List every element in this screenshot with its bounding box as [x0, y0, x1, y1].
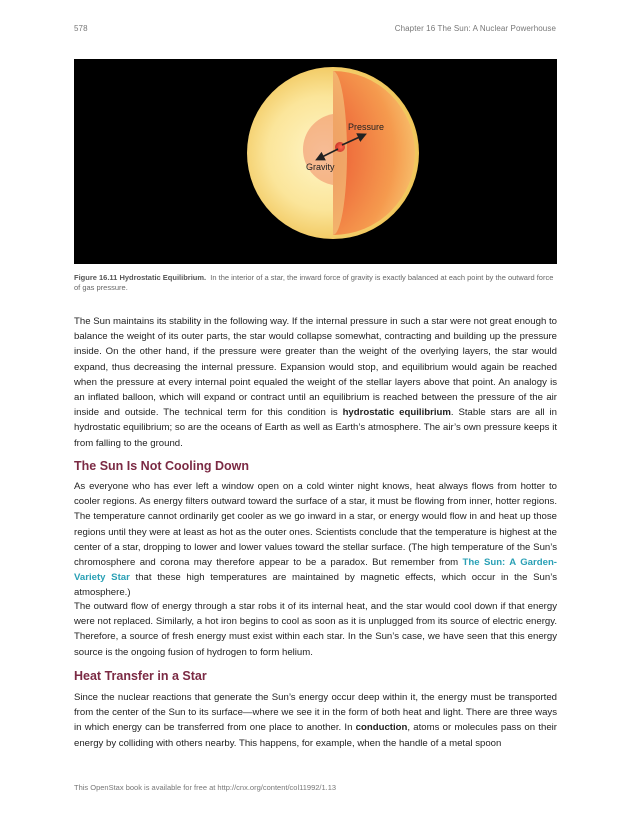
- section-heading-cooling: The Sun Is Not Cooling Down: [74, 459, 249, 473]
- paragraph-cooling: [74, 479, 557, 601]
- paragraph-text: , atoms or molecules pass on their energy by colliding with others nearby. This happens, for example, when the handle of a metal spoon: [74, 722, 557, 749]
- sun-cutaway-diagram: [74, 59, 557, 264]
- term-hydrostatic-equilibrium: hydrostatic equilibrium: [342, 407, 451, 419]
- link-garden-variety-star[interactable]: The Sun: A Garden-Variety Star: [74, 557, 557, 584]
- term-conduction: conduction: [355, 722, 408, 734]
- caption-label: Figure 16.11 Hydrostatic Equilibrium.: [74, 273, 207, 282]
- pressure-label: Pressure: [348, 122, 385, 132]
- caption-text: In the interior of a star, the inward force of gravity is exactly balanced at each point by the outward force of gas pressure.: [74, 273, 554, 292]
- page-number: 578: [74, 24, 88, 33]
- paragraph-heat-transfer: [74, 690, 557, 751]
- figure-hydrostatic-equilibrium: [74, 59, 557, 264]
- paragraph-text: . Stable stars are all in hydrostatic equilibrium; so are the oceans of Earth as well as Earth’s atmosphere. The air’s own pressure keeps it from falling to the ground.: [74, 407, 557, 449]
- figure-caption: [74, 273, 557, 292]
- paragraph-energy-source: The outward flow of energy through a star robs it of its internal heat, and the star would cool down if that energy were not replaced. Similarly, a hot iron begins to cool as soon as it is unplugged from its source of electric energy. Therefore, a source of fresh energy must exist within each star. In the Sun’s case, we have seen that this energy source is the ongoing fusion of hydrogen to form helium.: [74, 601, 557, 658]
- paragraph-hydrostatic: [74, 314, 557, 451]
- section-heading-heat-transfer: Heat Transfer in a Star: [74, 669, 207, 683]
- chapter-title: Chapter 16 The Sun: A Nuclear Powerhouse: [394, 24, 556, 33]
- paragraph-text: As everyone who has ever left a window open on a cold winter night knows, heat always flows from hotter to cooler regions. As energy filters outward toward the surface of a star, it must be flowing from inner, hotter regions. The temperature cannot ordinarily get cooler as we go inward in a star, or energy would flow in and heat up those regions until they were at least as hot as the outer ones. Scientists conclude that the temperature is highest at the center of a star, dropping to lower and lower values toward the stellar surface. (The high temperature of the Sun’s chromosphere and corona may therefore appear to be a paradox. But remember from: [74, 481, 557, 569]
- paragraph-text: Since the nuclear reactions that generate the Sun’s energy occur deep within it, the energy must be transported from the center of the Sun to its surface—where we see it in the form of both heat and light. There are three ways in which energy can be transferred from one place to another. In: [74, 692, 557, 734]
- gravity-label: Gravity: [306, 162, 335, 172]
- paragraph-text: The Sun maintains its stability in the following way. If the internal pressure in such a star were not great enough to balance the weight of its outer parts, the star would collapse somewhat, contracting and building up the pressure inside. On the other hand, if the pressure were greater than the weight of the overlying layers, the star would expand, thus decreasing the internal pressure. Expansion would stop, and equilibrium would again be reached when the pressure at every internal point equaled the weight of the stellar layers above that point. An analogy is an inflated balloon, which will expand or contract until an equilibrium is reached between the pressure of the air inside and outside. The technical term for this condition is: [74, 316, 557, 419]
- page-footer: This OpenStax book is available for free at http://cnx.org/content/col11992/1.13: [74, 783, 337, 792]
- paragraph-text: that these high temperatures are maintained by magnetic effects, which occur in the Sun’s atmosphere.): [74, 572, 557, 599]
